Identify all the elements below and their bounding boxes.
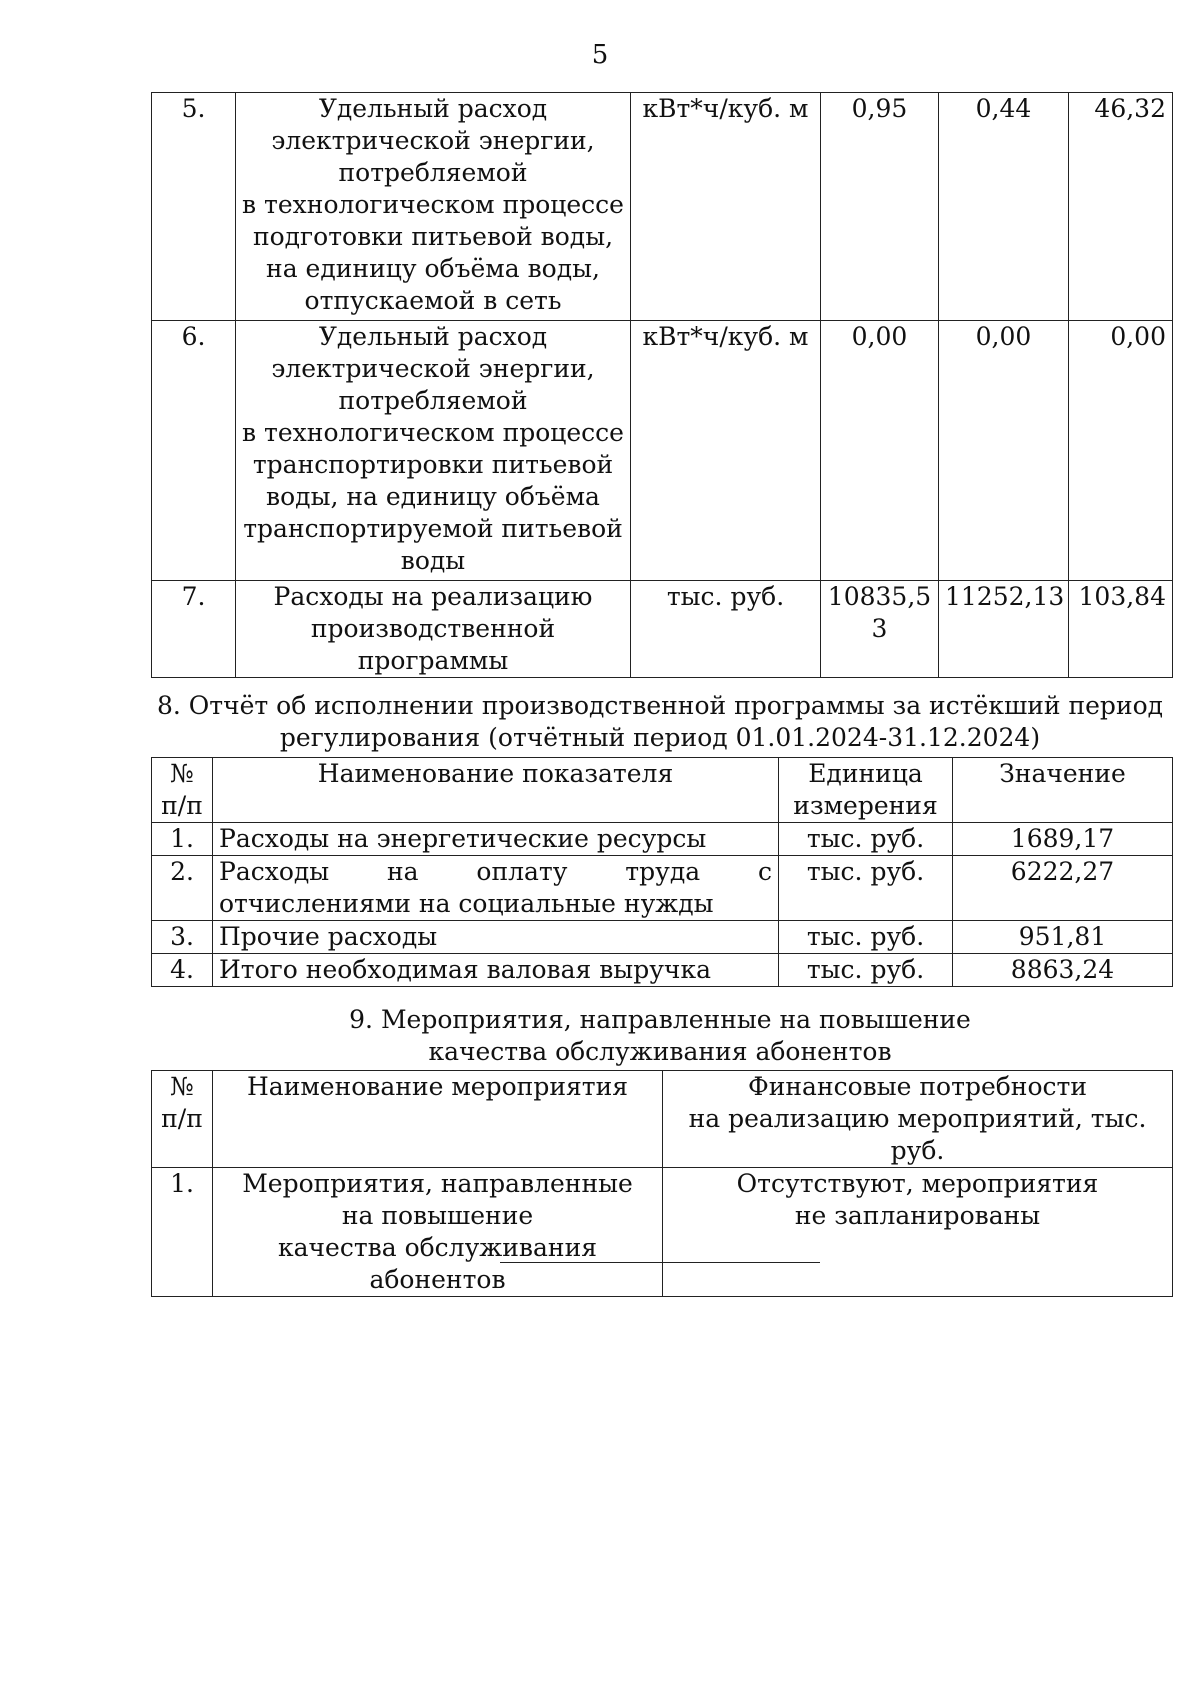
row-value: 1689,17 [953,823,1173,856]
row-name: Расходы на оплату труда с отчислениями на социальные нужды [213,856,779,921]
row-value: 6222,27 [953,856,1173,921]
row-name: Расходы на энергетические ресурсы [213,823,779,856]
table-row [152,581,1173,678]
row-number: 7. [152,581,236,678]
row-number: 4. [152,954,213,987]
row-number: 2. [152,856,213,921]
table-header-row [152,758,1173,823]
unit-cell: кВт*ч/куб. м [631,93,821,321]
row-number: 5. [152,93,236,321]
row-value: 951,81 [953,921,1173,954]
header-value: Значение [953,758,1173,823]
row-unit: тыс. руб. [779,856,953,921]
table-row [152,321,1173,581]
header-num: № п/п [152,1071,213,1168]
indicator-name: Удельный расход электрической энергии, потребляемой в технологическом процессе транспортировки питьевой воды, на единицу объёма транспортируемой питьевой воды [236,321,631,581]
value-cell: 0,00 [821,321,939,581]
header-name: Наименование показателя [213,758,779,823]
indicator-name: Удельный расход электрической энергии, потребляемой в технологическом процессе подготовки питьевой воды, на единицу объёма воды, отпускаемой в сеть [236,93,631,321]
indicator-name: Расходы на реализацию производственной программы [236,581,631,678]
table-row [152,823,1173,856]
row-unit: тыс. руб. [779,954,953,987]
row-name: Итого необходимая валовая выручка [213,954,779,987]
page-number: 5 [591,40,609,70]
value-cell: 0,00 [1069,321,1173,581]
row-unit: тыс. руб. [779,823,953,856]
end-rule [500,1262,820,1263]
unit-cell: кВт*ч/куб. м [631,321,821,581]
value-cell: 103,84 [1069,581,1173,678]
row-number: 1. [152,1168,213,1297]
header-name: Наименование мероприятия [213,1071,663,1168]
header-finance: Финансовые потребности на реализацию мероприятий, тыс. руб. [663,1071,1173,1168]
report-table [151,757,1173,987]
row-value: 8863,24 [953,954,1173,987]
value-cell: 11252,13 [939,581,1069,678]
section-8-title: 8. Отчёт об исполнении производственной программы за истёкший период регулирования (отчётный период 01.01.2024-31.12.2024) [156,691,1164,752]
value-cell: 0,95 [821,93,939,321]
table-row [152,954,1173,987]
indicators-table [151,92,1173,678]
row-number: 6. [152,321,236,581]
section-9-title: 9. Мероприятия, направленные на повышение качества обслуживания абонентов [349,1005,971,1066]
header-unit: Единица измерения [779,758,953,823]
header-num: № п/п [152,758,213,823]
unit-cell: тыс. руб. [631,581,821,678]
value-cell: 46,32 [1069,93,1173,321]
value-cell: 0,44 [939,93,1069,321]
table-row [152,856,1173,921]
row-name: Прочие расходы [213,921,779,954]
row-finance: Отсутствуют, мероприятия не запланированы [663,1168,1173,1297]
row-number: 1. [152,823,213,856]
value-cell: 0,00 [939,321,1069,581]
table-row [152,921,1173,954]
row-name: Мероприятия, направленные на повышение качества обслуживания абонентов [213,1168,663,1297]
value-cell: 10835,5 3 [821,581,939,678]
row-unit: тыс. руб. [779,921,953,954]
row-number: 3. [152,921,213,954]
table-row [152,1168,1173,1297]
table-row [152,93,1173,321]
table-header-row [152,1071,1173,1168]
